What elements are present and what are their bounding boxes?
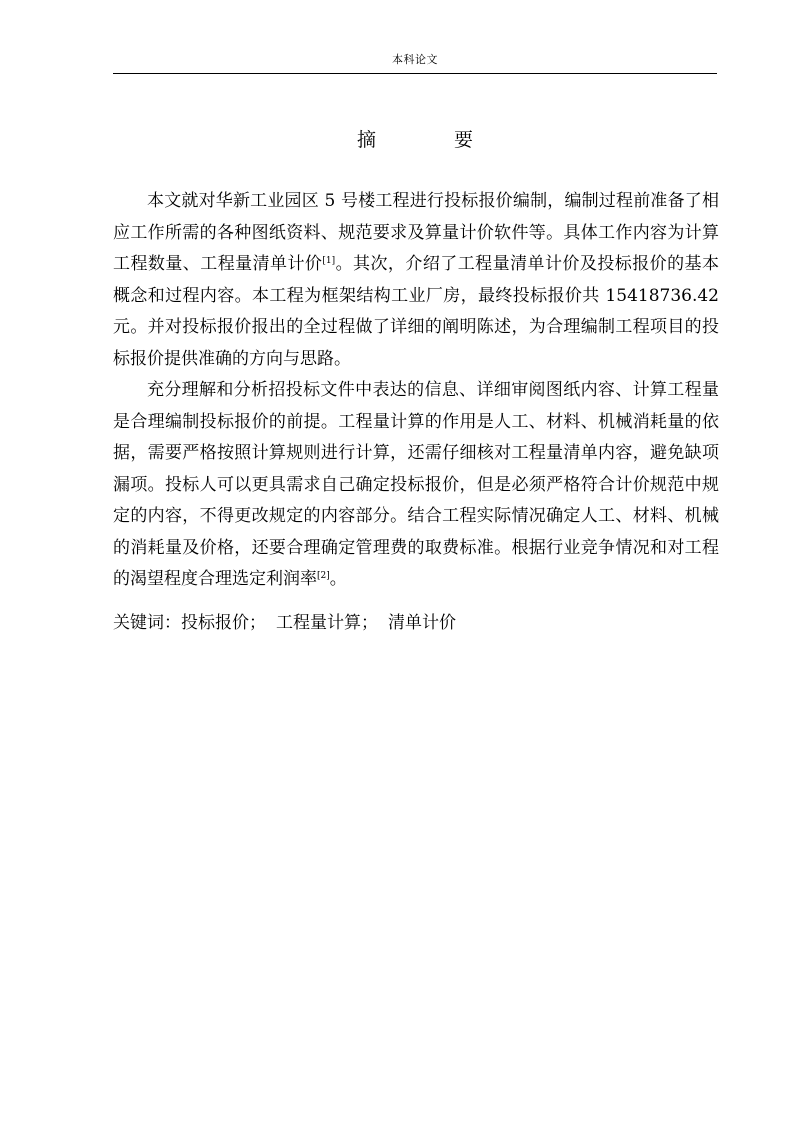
keyword-2: 工程量计算； bbox=[276, 613, 378, 633]
paragraph-1-text-a: 本文就对华新工业园区 5 号楼工程进行投标报价编制，编制过程前准备了相应工作所需的各种图纸资料、规范要求及算量计价软件等。具体工作内容为计算工程数量、工程量清单计价 bbox=[113, 191, 719, 274]
keywords-label: 关键词： bbox=[113, 613, 181, 633]
abstract-paragraph-2 bbox=[113, 375, 719, 596]
running-header: 本科论文 bbox=[392, 53, 438, 66]
citation-2: [2] bbox=[317, 571, 330, 581]
citation-1: [1] bbox=[322, 256, 336, 266]
abstract-paragraph-1 bbox=[113, 186, 719, 375]
paragraph-1-text-b: 。其次，介绍了工程量清单计价及投标报价的基本概念和过程内容。本工程为框架结构工业厂房，最终投标报价共 15418736.42 元。并对投标报价报出的全过程做了详细的阐明陈述，为合理编制工程项目的投标报价提供准确的方向与思路。 bbox=[113, 254, 720, 369]
keyword-1: 投标报价； bbox=[181, 613, 266, 633]
keyword-3: 清单计价 bbox=[388, 613, 456, 633]
paragraph-2-text-a: 充分理解和分析招投标文件中表达的信息、详细审阅图纸内容、计算工程量是合理编制投标报价的前提。工程量计算的作用是人工、材料、机械消耗量的依据，需要严格按照计算规则进行计算，还需仔细核对工程量清单内容，避免缺项漏项。投标人可以更具需求自己确定投标报价，但是必须严格符合计价规范中规定的内容，不得更改规定的内容部分。结合工程实际情况确定人工、材料、机械的消耗量及价格，还要合理确定管理费的取费标准。根据行业竞争情况和对工程的渴望程度合理选定利润率 bbox=[113, 380, 719, 589]
keywords-line bbox=[113, 609, 717, 637]
abstract-body bbox=[113, 186, 719, 596]
abstract-title: 摘 要 bbox=[356, 129, 510, 151]
paragraph-2-text-b: 。 bbox=[329, 569, 347, 589]
header-rule bbox=[113, 73, 717, 74]
